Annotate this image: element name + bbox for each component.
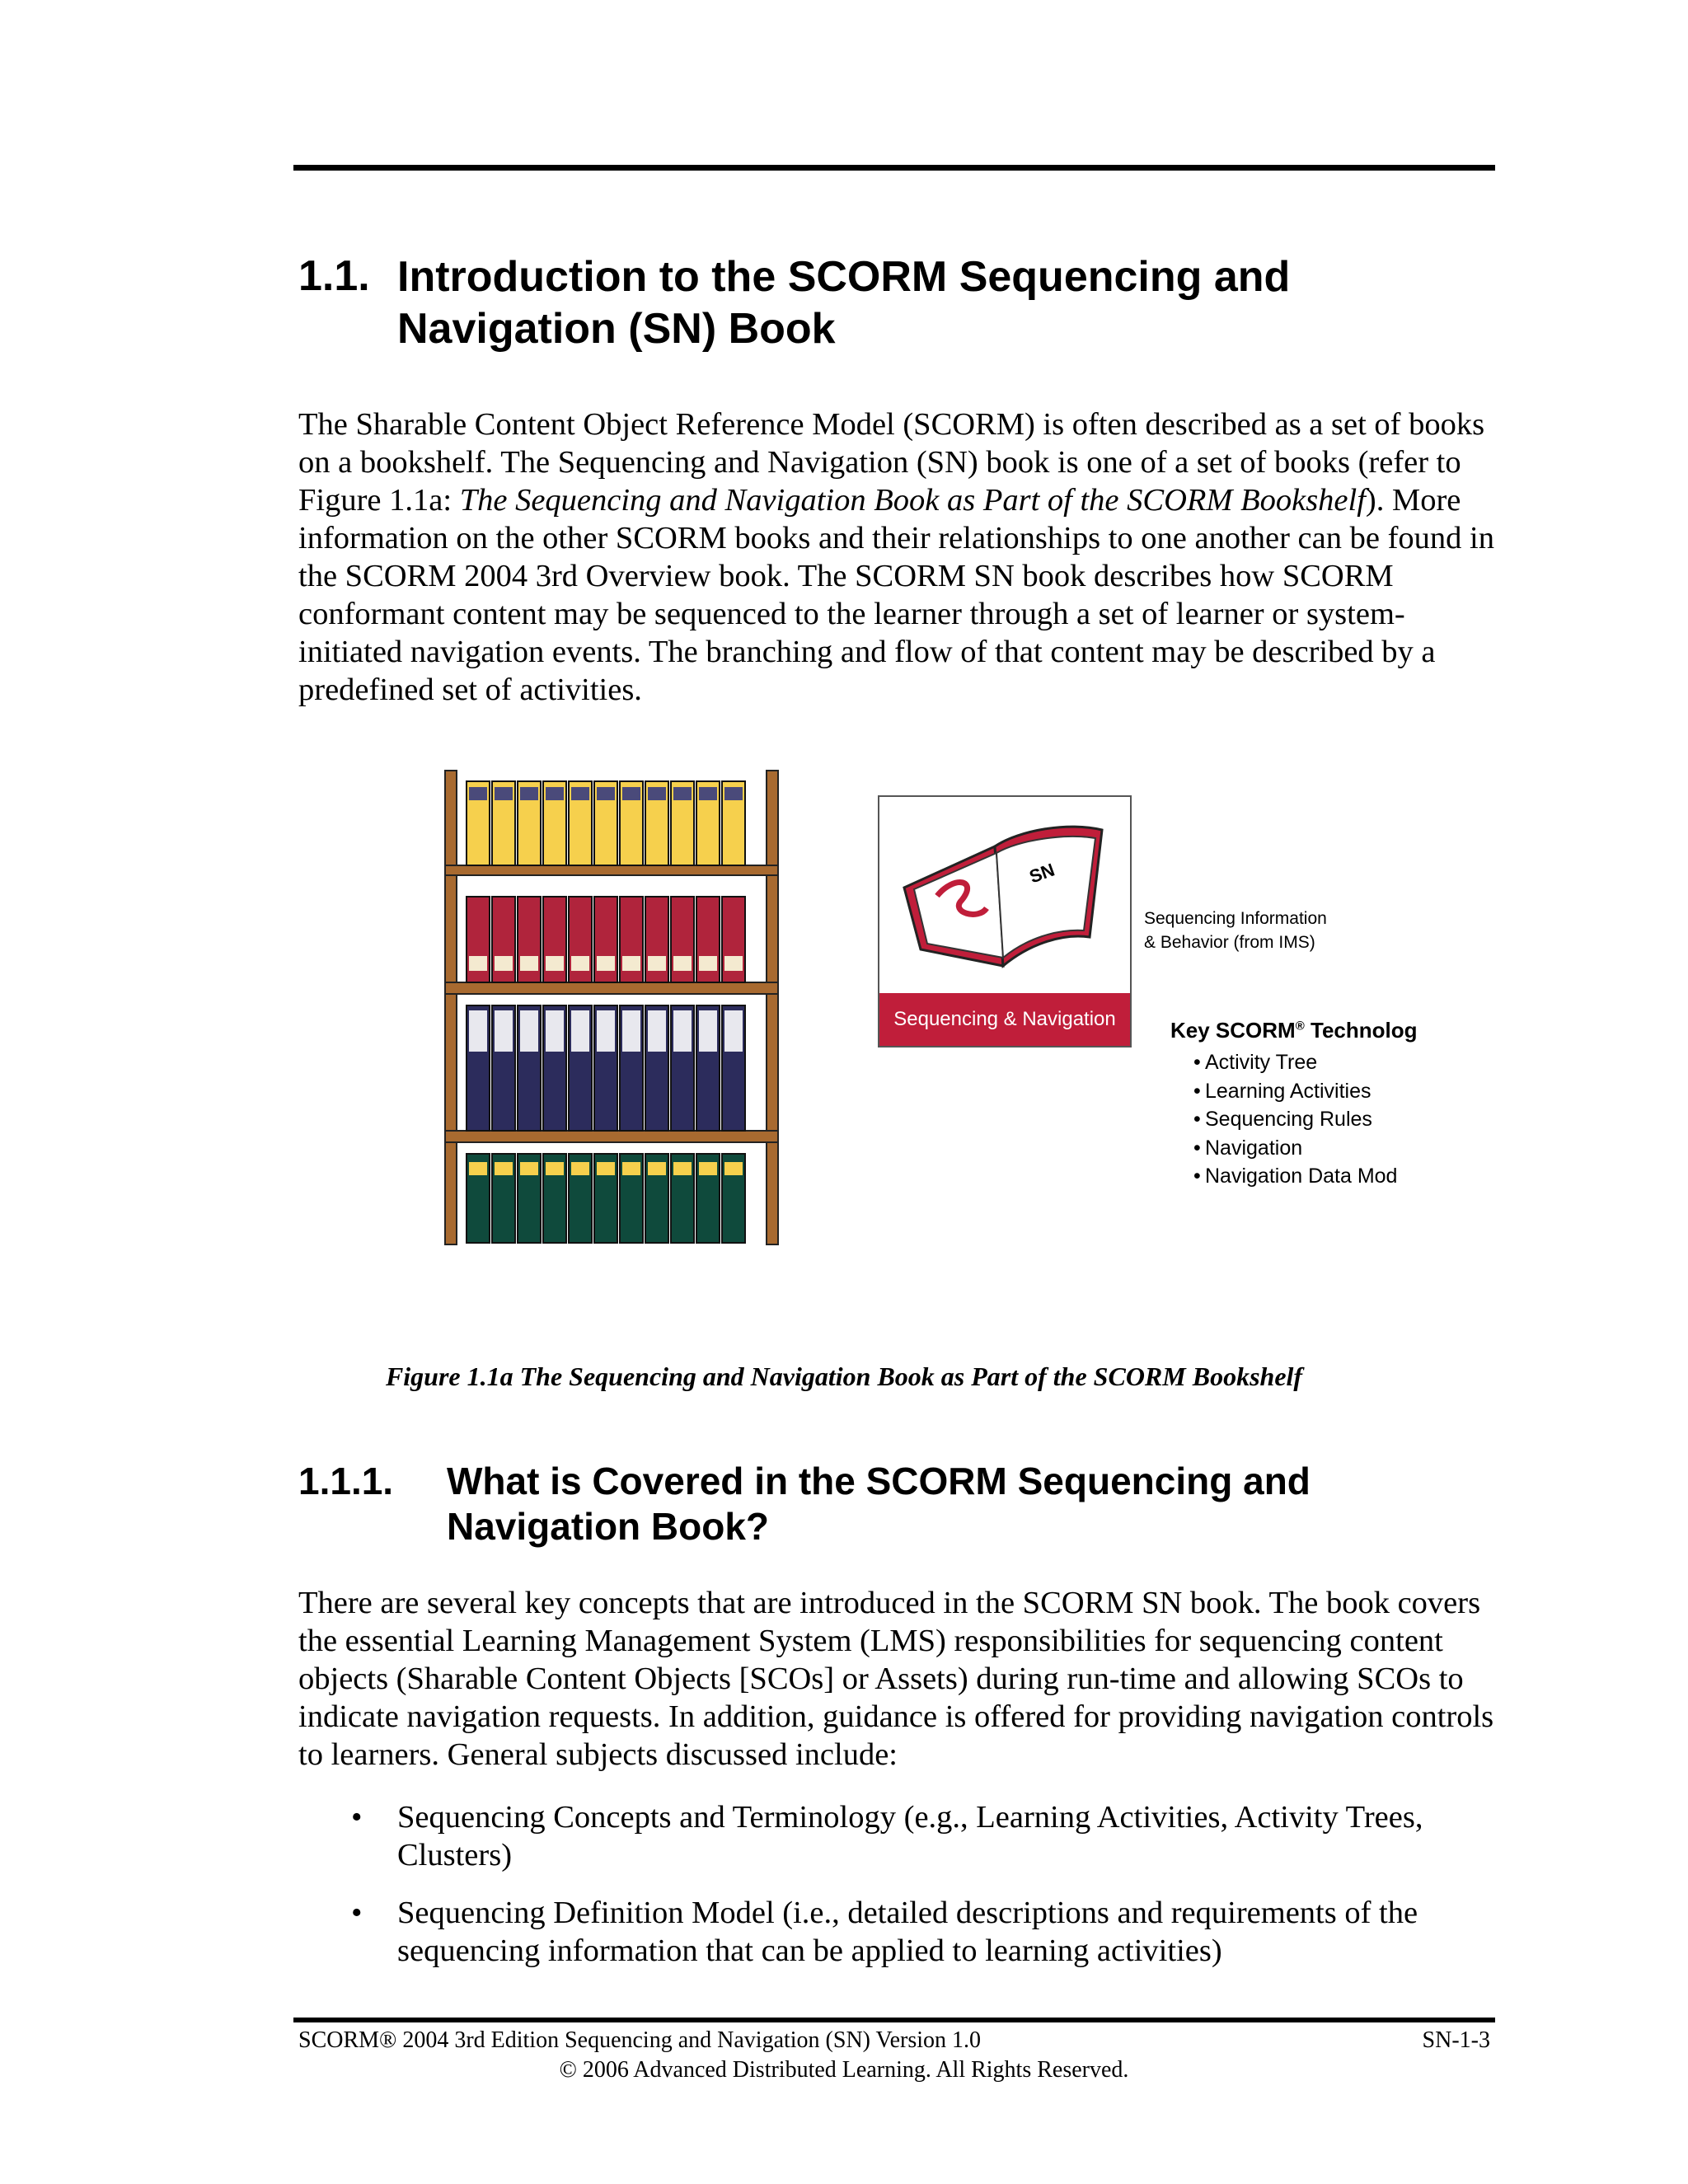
- key-technologies: [1170, 1018, 1418, 1232]
- copyright: © 2006 Advanced Distributed Learning. All Rights Reserved.: [559, 2057, 1129, 2083]
- book-band: [495, 1010, 513, 1052]
- book-band: [648, 787, 666, 800]
- list-item: • Sequencing Definition Model (i.e., detailed descriptions and requirements of the sequencing information that can be applied to learning activities): [351, 1896, 1418, 1968]
- book-band: [469, 956, 487, 971]
- subsection-title: What is Covered in the SCORM Sequencing and Navigation Book?: [447, 1460, 1311, 1548]
- book-band: [699, 1162, 717, 1175]
- book-band: [699, 787, 717, 800]
- book-band: [546, 787, 564, 800]
- bullet-icon: •: [351, 1896, 363, 1930]
- footer-rule: [293, 2018, 1495, 2022]
- page-number: SN-1-3: [1422, 2027, 1490, 2053]
- book-band: [469, 787, 487, 800]
- footer-title: SCORM® 2004 3rd Edition Sequencing and Navigation (SN) Version 1.0: [298, 2027, 982, 2053]
- intro-paragraph: [298, 405, 1502, 709]
- key-technologies-title: Key SCORM® Technolog: [1170, 1018, 1418, 1043]
- book-band: [571, 1010, 589, 1052]
- book-band: [520, 1010, 538, 1052]
- open-book-icon: [879, 797, 1130, 995]
- key-item: • Activity Tree: [1193, 1051, 1318, 1074]
- book-band: [673, 787, 692, 800]
- book-band: [469, 1162, 487, 1175]
- intro-text-1: The Sharable Content Object Reference Model (SCORM) is often described as a set of books on a bookshelf. The Sequencing and Navigation (SN) book is one of a set of books (refer to Figure 1.1a:: [298, 407, 1485, 518]
- scorm-bookshelf-figure: [437, 766, 1426, 1261]
- book-band: [648, 1010, 666, 1052]
- shelf-side-left: [445, 771, 457, 1244]
- book-band: [546, 1010, 564, 1052]
- figure-reference[interactable]: The Sequencing and Navigation Book as Part of the SCORM Bookshelf: [459, 483, 1366, 518]
- book-band: [622, 956, 640, 971]
- header-rule: [293, 165, 1495, 171]
- book-band: [495, 1162, 513, 1175]
- book-band: [571, 1162, 589, 1175]
- book-band: [622, 1010, 640, 1052]
- key-item: • Sequencing Rules: [1193, 1108, 1372, 1131]
- book-band: [469, 1010, 487, 1052]
- book-band: [597, 1010, 615, 1052]
- book-band: [597, 956, 615, 971]
- shelf-board: [445, 982, 778, 994]
- key-item: • Learning Activities: [1193, 1079, 1372, 1103]
- book-band: [520, 956, 538, 971]
- book-band: [673, 1010, 692, 1052]
- shelf-side-right: [767, 771, 778, 1244]
- book-band: [673, 1162, 692, 1175]
- book-band: [699, 956, 717, 971]
- subsection-number: 1.1.1.: [298, 1460, 394, 1502]
- book-band: [699, 1010, 717, 1052]
- book-band: [724, 1010, 743, 1052]
- list-item: • Sequencing Concepts and Terminology (e.g., Learning Activities, Activity Trees, Clusters): [351, 1800, 1423, 1872]
- book-band: [520, 1162, 538, 1175]
- shelf-board: [445, 865, 778, 875]
- book-band: [597, 787, 615, 800]
- sequencing-info-line-2: & Behavior (from IMS): [1144, 933, 1315, 952]
- book-band: [520, 787, 538, 800]
- book-band: [724, 1162, 743, 1175]
- book-band: [724, 956, 743, 971]
- book-band: [546, 1162, 564, 1175]
- book-band: [673, 956, 692, 971]
- sn-badge: SN: [1026, 859, 1057, 888]
- book-band: [597, 1162, 615, 1175]
- book-band: [495, 956, 513, 971]
- book-band: [546, 956, 564, 971]
- coverage-paragraph: There are several key concepts that are introduced in the SCORM SN book. The book covers the essential Learning Management System (LMS) responsibilities for sequencing content objects (Sharable Content Objects [SCOs] or Assets) during run-time and allowing SCOs to indicate navigation requests. In addition, guidance is offered for providing navigation controls to learners. General subjects discussed include:: [298, 1586, 1494, 1772]
- sn-book-tile: [878, 795, 1132, 1047]
- intro-text-2: ). More information on the other SCORM books and their relationships to one another can be found in the SCORM 2004 3rd Overview book. The SCORM SN book describes how SCORM conformant content may be sequenced to the learner through a set of learner or system-initiated navigation events. The branching and flow of that content may be described by a predefined set of activities.: [298, 483, 1494, 707]
- book-band: [622, 1162, 640, 1175]
- bullet-icon: •: [351, 1800, 363, 1835]
- book-band: [622, 787, 640, 800]
- section-number: 1.1.: [298, 252, 370, 300]
- key-technologies-list: [1170, 1048, 1418, 1191]
- book-band: [495, 787, 513, 800]
- sequencing-info-line-1: Sequencing Information: [1144, 909, 1327, 928]
- sequencing-info-label: [1144, 907, 1391, 954]
- bookshelf-illustration: [437, 766, 816, 1253]
- shelf-board: [445, 1131, 778, 1142]
- section-title: Introduction to the SCORM Sequencing and Navigation (SN) Book: [397, 253, 1291, 353]
- key-item: • Navigation Data Mod: [1193, 1165, 1398, 1188]
- figure-caption: Figure 1.1a The Sequencing and Navigation Book as Part of the SCORM Bookshelf: [385, 1361, 1303, 1391]
- coverage-bullet-list: [298, 1798, 1502, 1990]
- book-band: [571, 787, 589, 800]
- sn-book-label: Sequencing & Navigation: [879, 993, 1130, 1046]
- book-band: [571, 956, 589, 971]
- key-item: • Navigation: [1193, 1136, 1303, 1160]
- book-band: [648, 1162, 666, 1175]
- book-band: [648, 956, 666, 971]
- book-band: [724, 787, 743, 800]
